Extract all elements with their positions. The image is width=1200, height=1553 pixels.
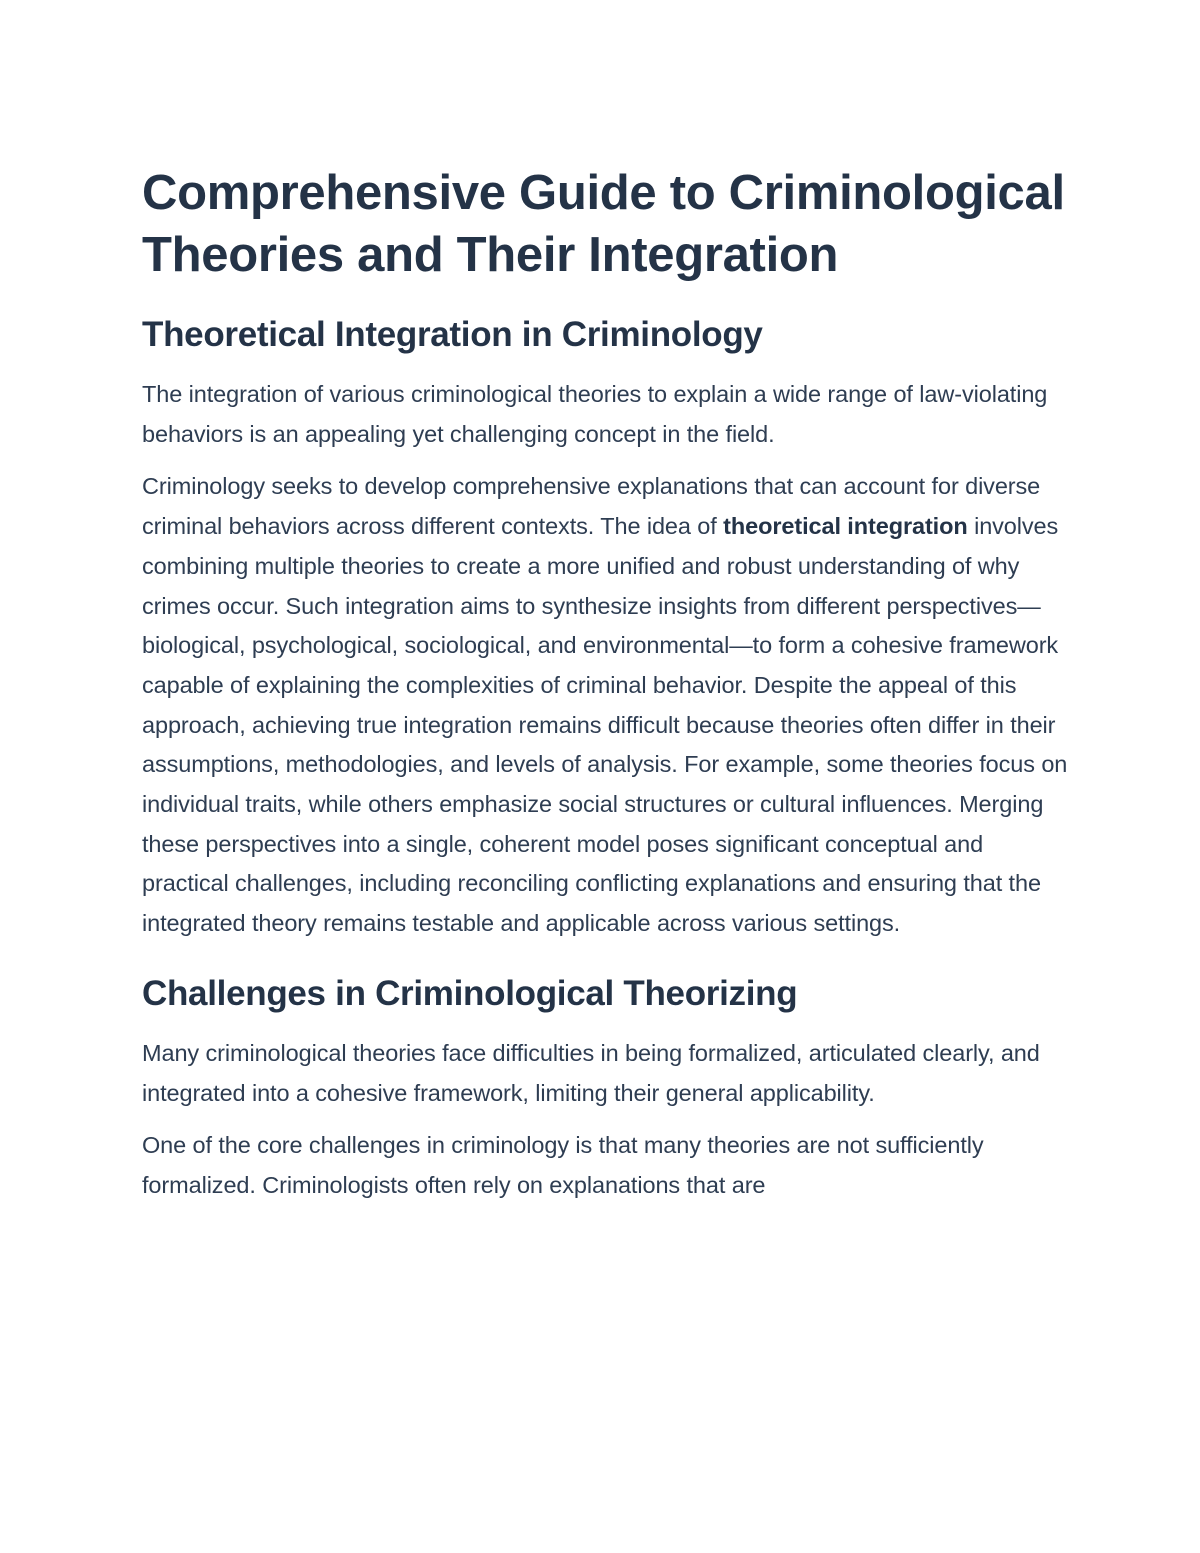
document-page — [142, 162, 1072, 1219]
section-summary: The integration of various criminological theories to explain a wide range of law-violating behaviors is an appealing yet challenging concept in the field. — [142, 381, 1048, 447]
section-summary: Many criminological theories face difficulties in being formalized, articulated clearly, and integrated into a cohesive framework, limiting their general applicability. — [142, 1039, 1040, 1106]
body-text-part: involves combining multiple theories to create a more unified and robust understanding of why crimes occur. Such integration aims to synthesize insights from different perspectives—biological, psychological, sociological, and environmental—to form a cohesive framework capable of explaining the complexities of criminal behavior. Despite the appeal of this approach, achieving true integration remains difficult because theories often differ in their assumptions, methodologies, and levels of analysis. For example, some theories focus on individual traits, while others emphasize social structures or cultural influences. Merging these perspectives into a single, coherent model poses significant conceptual and practical challenges, including reconciling conflicting explanations and ensuring that the integrated theory remains testable and applicable across various settings. — [142, 513, 1068, 937]
section-theoretical-integration — [142, 313, 1072, 944]
document-title: Comprehensive Guide to Criminological Theories and Their Integration — [142, 166, 1065, 282]
bold-term: theoretical integration — [723, 513, 968, 540]
section-heading: Theoretical Integration in Criminology — [142, 315, 763, 354]
section-heading: Challenges in Criminological Theorizing — [142, 973, 798, 1013]
section-challenges — [142, 972, 1072, 1206]
body-text-part: Criminology seeks to develop comprehensive explanations that can account for diverse criminal behaviors across different contexts. The idea of — [142, 473, 1041, 540]
section-body — [142, 467, 1072, 943]
section-body: One of the core challenges in criminology is that many theories are not sufficiently formalized. Criminologists often rely on explanations that are — [142, 1132, 984, 1198]
